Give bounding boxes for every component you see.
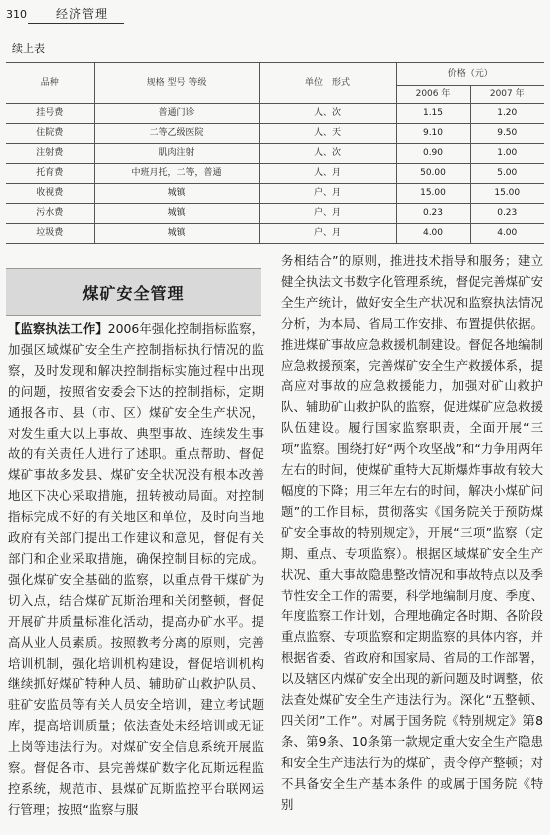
cell-unit: 人、天 [259, 124, 396, 144]
cell-item: 挂号费 [6, 104, 94, 124]
price-table [6, 62, 544, 244]
cell-unit: 人、次 [259, 104, 396, 124]
header-item: 品种 [6, 63, 94, 104]
cell-price-2007: 1.20 [470, 104, 544, 124]
article-left-column [8, 319, 264, 821]
cell-unit: 户、月 [259, 204, 396, 224]
cell-unit: 人、次 [259, 144, 396, 164]
cell-item: 污水费 [6, 204, 94, 224]
cell-unit: 户、月 [259, 224, 396, 244]
cell-spec: 普通门诊 [94, 104, 259, 124]
cell-price-2006: 0.23 [396, 204, 470, 224]
table-row [6, 224, 544, 244]
cell-price-2007: 0.23 [470, 204, 544, 224]
cell-item: 住院费 [6, 124, 94, 144]
section-title: 经济管理 [56, 7, 109, 21]
article-title: 煤矿安全管理 [82, 283, 185, 303]
cell-price-2006: 1.15 [396, 104, 470, 124]
cell-unit: 户、月 [259, 184, 396, 204]
section-banner [6, 268, 261, 316]
cell-spec: 城镇 [94, 224, 259, 244]
cell-item: 垃圾费 [6, 224, 94, 244]
page-header [6, 6, 544, 24]
continued-label: 续上表 [12, 42, 45, 55]
page-number: 310 [6, 8, 27, 21]
cell-price-2007: 5.00 [470, 164, 544, 184]
header-price: 价格（元） [396, 63, 544, 86]
right-body-text: 务相结合”的原则，推进技术指导和服务；建立健全执法文书数字化管理系统，督促完善煤矿安全生产统计，做好安全生产状况和监察执法情况分析，为本局、省局工作安排、布置提供依据。推进煤矿事故应急救援机制建设。督促各地编制应急救援预案，完善煤矿安全生产救援体系，提高应对事故的应急救援能力，加强对矿山救护队、辅助矿山救护队的监察，促进煤矿应急救援队伍建设。履行国家监察职责，全面开展“三项”监察。围绕打好“两个攻坚战”和“力争用两年左右的时间，使煤矿重特大瓦斯爆炸事故有较大幅度的下降；用三年左右的时间，解决小煤矿问题”的工作目标，贯彻落实《国务院关于预防煤矿安全事故的特别规定》，开展“三项”监察（定期、重点、专项监察）。根据区域煤矿安全生产状况、重大事故隐患整改情况和事故特点以及季节性安全工作的需要，科学地编制月度、季度、年度监察工作计划，合理地确定各时期、各阶段重点监察、专项监察和定期监察的具体内容，并根据省委、省政府和国家局、省局的工作部署，以及辖区内煤矿安全出现的新问题及时调整，依法查处煤矿安全生产违法行为。深化“五整顿、四关闭”工作”。对属于国务院《特别规定》第8条、第9条、10条第一款规定重大安全生产隐患和安全生产违法行为的煤矿，责令停产整顿；对不具备安全生产基本条件 的或属于国务院《特别 [281, 253, 543, 812]
cell-spec: 二等乙级医院 [94, 124, 259, 144]
cell-item: 注射费 [6, 144, 94, 164]
cell-unit: 人、月 [259, 164, 396, 184]
cell-price-2006: 9.10 [396, 124, 470, 144]
cell-price-2006: 50.00 [396, 164, 470, 184]
table-row [6, 184, 544, 204]
cell-price-2006: 15.00 [396, 184, 470, 204]
header-2006: 2006 年 [396, 86, 470, 104]
header-rule [28, 23, 124, 24]
cell-spec: 城镇 [94, 184, 259, 204]
header-unit: 单位 形式 [259, 63, 396, 104]
left-body-text: 2006年强化控制指标监察，加强区域煤矿安全生产控制指标执行情况的监察，及时发现和解决控制指标实施过程中出现的问题，按照省安委会下达的控制指标，定期通报各市、县（市、区）煤矿安全生产状况，对发生重大以上事故、典型事故、连续发生事故的有关责任人进行了述职。重点帮助、督促煤矿事故多发县、煤矿安全状况没有根本改善地区下决心采取措施，扭转被动局面。对控制指标完成不好的有关地区和单位，及时向当地政府有关部门提出工作建议和意见，督促有关部门和企业采取措施，确保控制目标的完成。强化煤矿安全基础的监察，以重点骨干煤矿为切入点，结合煤矿瓦斯治理和关闭整顿，督促开展矿井质量标准化活动，提高办矿水平。提高从业人员素质。按照教考分离的原则，完善培训机制，强化培训机构建设，督促培训机构继续抓好煤矿特种人员、辅助矿山救护队员、驻矿安监员等有关人员安全培训，建立考试题库，提高培训质量；依法查处未经培训或无证上岗等违法行为。对煤矿安全信息系统开展监察。督促各市、县完善煤矿数字化瓦斯远程监控系统，规范市、县煤矿瓦斯监控平台联网运行管理；按照“监察与服 [8, 321, 264, 817]
cell-price-2006: 4.00 [396, 224, 470, 244]
table-row [6, 204, 544, 224]
table-row [6, 144, 544, 164]
table-row [6, 164, 544, 184]
cell-spec: 中班月托，二等，普通 [94, 164, 259, 184]
cell-price-2007: 1.00 [470, 144, 544, 164]
cell-price-2007: 9.50 [470, 124, 544, 144]
article-right-column [281, 251, 543, 815]
table-row [6, 104, 544, 124]
table-row [6, 124, 544, 144]
header-2007: 2007 年 [470, 86, 544, 104]
cell-price-2007: 4.00 [470, 224, 544, 244]
cell-spec: 肌肉注射 [94, 144, 259, 164]
cell-price-2007: 15.00 [470, 184, 544, 204]
cell-item: 托育费 [6, 164, 94, 184]
lead-keyword: 【监察执法工作】 [8, 321, 108, 336]
header-spec: 规格 型号 等级 [94, 63, 259, 104]
cell-spec: 城镇 [94, 204, 259, 224]
cell-item: 收视费 [6, 184, 94, 204]
cell-price-2006: 0.90 [396, 144, 470, 164]
